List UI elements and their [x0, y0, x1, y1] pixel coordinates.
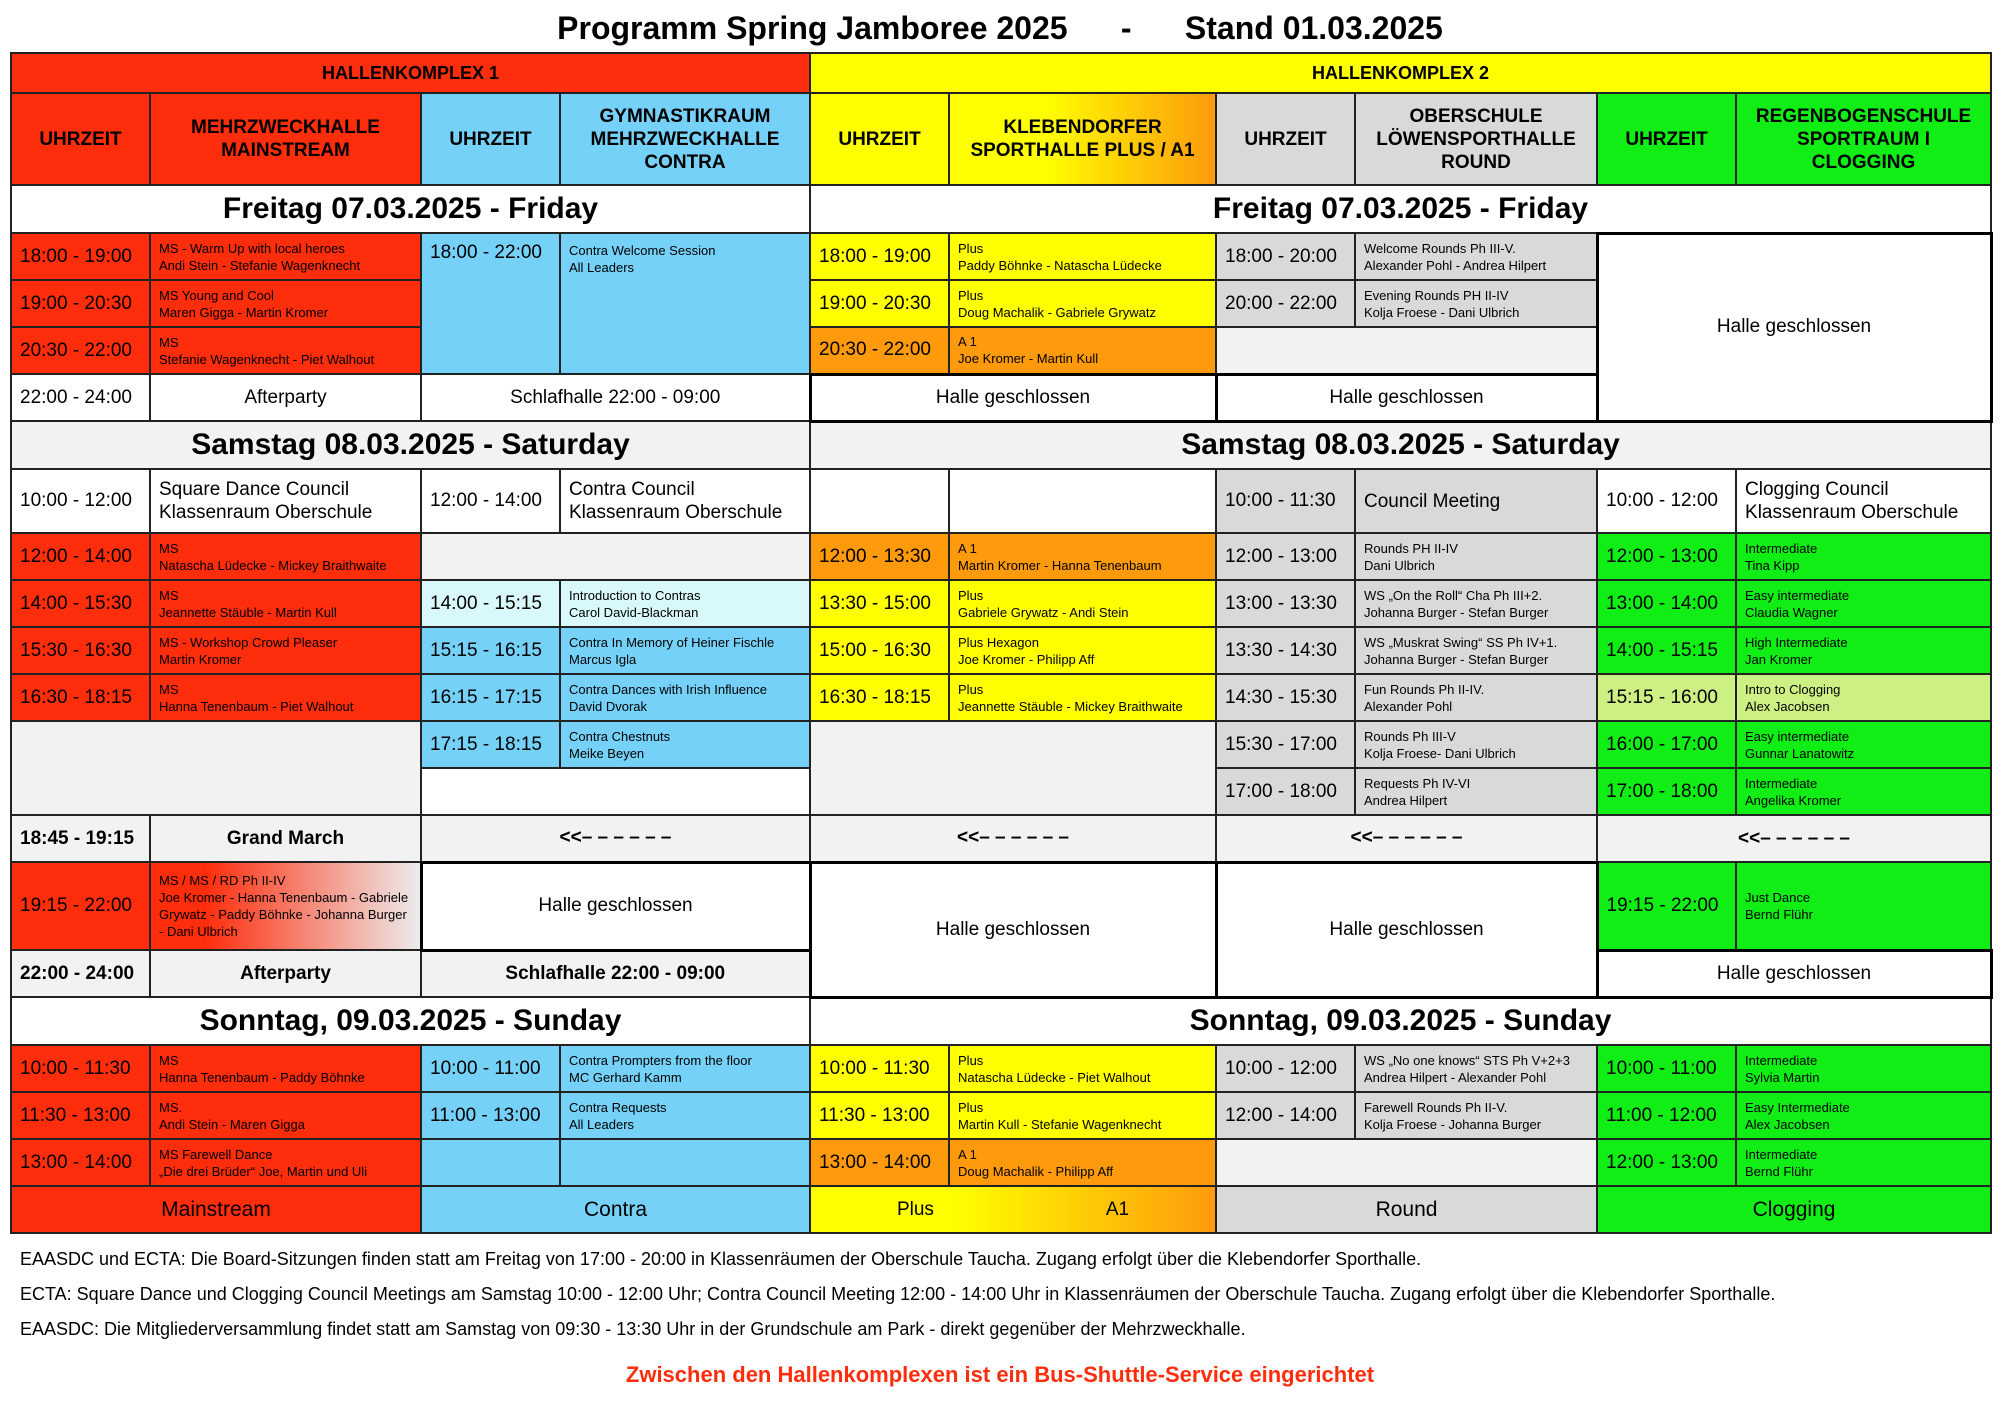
time-cell: 13:00 - 14:00 — [810, 1139, 949, 1186]
hall-complex-1: HALLENKOMPLEX 1 — [11, 53, 810, 93]
time-cell: 15:15 - 16:00 — [1597, 674, 1736, 721]
time-cell: 18:00 - 19:00 — [11, 233, 150, 280]
session-cell: Introduction to Contras Carol David-Blackman — [560, 580, 810, 627]
time-cell: 13:30 - 15:00 — [810, 580, 949, 627]
session-cell: WS „On the Roll“ Cha Ph III+2. Johanna Burger - Stefan Burger — [1355, 580, 1597, 627]
time-cell: 18:00 - 20:00 — [1216, 233, 1355, 280]
time-cell: 16:00 - 17:00 — [1597, 721, 1736, 768]
time-cell: 10:00 - 12:00 — [1597, 469, 1736, 533]
council-cell: Clogging Council Klassenraum Oberschule — [1736, 469, 1991, 533]
empty-cell — [421, 533, 810, 580]
time-cell: 20:30 - 22:00 — [11, 327, 150, 374]
empty-cell — [1216, 327, 1597, 374]
empty-cell — [1216, 1139, 1597, 1186]
session-cell: Plus Hexagon Joe Kromer - Philipp Aff — [949, 627, 1216, 674]
time-cell: 13:00 - 14:00 — [11, 1139, 150, 1186]
session-cell: Plus Paddy Böhnke - Natascha Lüdecke — [949, 233, 1216, 280]
category-clogging: Clogging — [1597, 1186, 1991, 1233]
empty-cell — [421, 768, 810, 815]
header-round: OBERSCHULE LÖWENSPORTHALLE ROUND — [1355, 93, 1597, 185]
time-cell: 15:30 - 17:00 — [1216, 721, 1355, 768]
time-cell: 16:30 - 18:15 — [11, 674, 150, 721]
empty-cell — [11, 721, 421, 815]
time-cell: 12:00 - 14:00 — [421, 469, 560, 533]
session-cell: MS - Workshop Crowd Pleaser Martin Kromer — [150, 627, 421, 674]
note-board-meetings: EAASDC und ECTA: Die Board-Sitzungen finden statt am Freitag von 17:00 - 20:00 in Klassenräumen der Oberschule Taucha. Zugang erfolgt über die Klebendorfer Sporthalle. — [20, 1249, 1422, 1269]
time-cell: 14:30 - 15:30 — [1216, 674, 1355, 721]
time-cell: 19:15 - 22:00 — [11, 862, 150, 950]
time-cell: 11:30 - 13:00 — [11, 1092, 150, 1139]
time-cell: 16:30 - 18:15 — [810, 674, 949, 721]
note-council-meetings: ECTA: Square Dance und Clogging Council Meetings am Samstag 10:00 - 12:00 Uhr; Contra Council Meeting 12:00 - 14:00 Uhr in Klassenräumen der Oberschule Taucha. Zugang erfolgt über die Klebendorfer Sporthalle. — [20, 1284, 1776, 1304]
time-cell: 12:00 - 13:30 — [810, 533, 949, 580]
session-cell: MS Jeannette Stäuble - Martin Kull — [150, 580, 421, 627]
session-cell: A 1 Joe Kromer - Martin Kull — [949, 327, 1216, 374]
session-cell: A 1 Martin Kromer - Hanna Tenenbaum — [949, 533, 1216, 580]
time-cell: 10:00 - 11:30 — [11, 1045, 150, 1092]
schedule-table — [10, 52, 1993, 1234]
note-general-assembly: EAASDC: Die Mitgliederversammlung findet statt am Samstag von 09:30 - 13:30 Uhr in der Grundschule am Park - direkt gegenüber der Mehrzweckhalle. — [20, 1319, 1246, 1339]
session-cell: Just Dance Bernd Flühr — [1736, 862, 1991, 950]
session-cell: MS Young and Cool Maren Gigga - Martin Kromer — [150, 280, 421, 327]
session-cell: Plus Martin Kull - Stefanie Wagenknecht — [949, 1092, 1216, 1139]
session-cell: Fun Rounds Ph II-IV. Alexander Pohl — [1355, 674, 1597, 721]
header-time-1: UHRZEIT — [11, 93, 150, 185]
time-cell: 17:15 - 18:15 — [421, 721, 560, 768]
category-round: Round — [1216, 1186, 1597, 1233]
time-cell: 12:00 - 14:00 — [1216, 1092, 1355, 1139]
header-time-2: UHRZEIT — [421, 93, 560, 185]
header-plus-a1: KLEBENDORFER SPORTHALLE PLUS / A1 — [949, 93, 1216, 185]
time-cell: 16:15 - 17:15 — [421, 674, 560, 721]
time-cell: 11:30 - 13:00 — [810, 1092, 949, 1139]
empty-cell — [949, 469, 1216, 533]
time-cell: 14:00 - 15:15 — [421, 580, 560, 627]
day-header-saturday-left: Samstag 08.03.2025 - Saturday — [11, 421, 810, 469]
hall-closed-cell: Halle geschlossen — [1597, 950, 1991, 997]
empty-cell — [810, 469, 949, 533]
session-cell: Easy intermediate Claudia Wagner — [1736, 580, 1991, 627]
session-cell: Contra Requests All Leaders — [560, 1092, 810, 1139]
session-cell: Rounds PH II-IV Dani Ulbrich — [1355, 533, 1597, 580]
session-cell: Plus Doug Machalik - Gabriele Grywatz — [949, 280, 1216, 327]
time-cell: 20:30 - 22:00 — [810, 327, 949, 374]
hall-closed-cell: Halle geschlossen — [810, 862, 1216, 997]
time-cell: 12:00 - 14:00 — [11, 533, 150, 580]
category-plus-a1 — [810, 1186, 1216, 1233]
day-header-friday-right: Freitag 07.03.2025 - Friday — [810, 185, 1991, 233]
session-cell: MS. Andi Stein - Maren Gigga — [150, 1092, 421, 1139]
category-a1: A1 — [1105, 1198, 1130, 1220]
sleeping-hall-cell: Schlafhalle 22:00 - 09:00 — [421, 374, 810, 421]
session-cell: Intermediate Sylvia Martin — [1736, 1045, 1991, 1092]
council-cell: Council Meeting — [1355, 469, 1597, 533]
time-cell: 10:00 - 11:00 — [421, 1045, 560, 1092]
hall-closed-cell: Halle geschlossen — [421, 862, 810, 950]
hall-closed-cell: Halle geschlossen — [1216, 374, 1597, 421]
session-cell: Intermediate Tina Kipp — [1736, 533, 1991, 580]
header-time-5: UHRZEIT — [1597, 93, 1736, 185]
time-cell: 15:00 - 16:30 — [810, 627, 949, 674]
time-cell: 22:00 - 24:00 — [11, 950, 150, 997]
time-cell: 11:00 - 13:00 — [421, 1092, 560, 1139]
time-cell: 10:00 - 11:00 — [1597, 1045, 1736, 1092]
session-cell: MS / MS / RD Ph II-IV Joe Kromer - Hanna Tenenbaum - Gabriele Grywatz - Paddy Böhnke - Johanna Burger - Dani Ulbrich — [150, 862, 421, 950]
session-cell: Intro to Clogging Alex Jacobsen — [1736, 674, 1991, 721]
day-header-sunday-right: Sonntag, 09.03.2025 - Sunday — [810, 997, 1991, 1045]
day-header-saturday-right: Samstag 08.03.2025 - Saturday — [810, 421, 1991, 469]
session-cell: Contra Welcome Session All Leaders — [560, 233, 810, 374]
session-cell: Easy Intermediate Alex Jacobsen — [1736, 1092, 1991, 1139]
session-cell: MS Stefanie Wagenknecht - Piet Walhout — [150, 327, 421, 374]
time-cell: 20:00 - 22:00 — [1216, 280, 1355, 327]
time-cell: 12:00 - 13:00 — [1597, 533, 1736, 580]
session-cell: MS Natascha Lüdecke - Mickey Braithwaite — [150, 533, 421, 580]
time-cell: 18:00 - 22:00 — [421, 233, 560, 374]
time-cell: 17:00 - 18:00 — [1216, 768, 1355, 815]
afterparty-cell: Afterparty — [150, 374, 421, 421]
session-cell: Contra Chestnuts Meike Beyen — [560, 721, 810, 768]
session-cell: Intermediate Bernd Flühr — [1736, 1139, 1991, 1186]
time-cell: 13:00 - 14:00 — [1597, 580, 1736, 627]
time-cell: 13:30 - 14:30 — [1216, 627, 1355, 674]
session-cell: Farewell Rounds Ph II-V. Kolja Froese - Johanna Burger — [1355, 1092, 1597, 1139]
time-cell: 13:00 - 13:30 — [1216, 580, 1355, 627]
time-cell: 11:00 - 12:00 — [1597, 1092, 1736, 1139]
day-header-sunday-left: Sonntag, 09.03.2025 - Sunday — [11, 997, 810, 1045]
session-cell: Contra Prompters from the floor MC Gerhard Kamm — [560, 1045, 810, 1092]
session-cell: MS Farewell Dance „Die drei Brüder“ Joe, Martin und Uli — [150, 1139, 421, 1186]
notes — [20, 1242, 1980, 1347]
empty-cell — [810, 721, 1216, 815]
session-cell: A 1 Doug Machalik - Philipp Aff — [949, 1139, 1216, 1186]
header-time-4: UHRZEIT — [1216, 93, 1355, 185]
hall-closed-cell: Halle geschlossen — [1597, 233, 1991, 421]
grand-march-cell: Grand March — [150, 815, 421, 862]
session-cell: MS Hanna Tenenbaum - Piet Walhout — [150, 674, 421, 721]
header-clogging: REGENBOGENSCHULE SPORTRAUM I CLOGGING — [1736, 93, 1991, 185]
session-cell: Requests Ph IV-VI Andrea Hilpert — [1355, 768, 1597, 815]
time-cell: 14:00 - 15:15 — [1597, 627, 1736, 674]
category-plus: Plus — [896, 1198, 934, 1220]
arrow-cell: <<– – – – – – — [810, 815, 1216, 862]
shuttle-notice: Zwischen den Hallenkomplexen ist ein Bus-Shuttle-Service eingerichtet — [625, 1362, 1375, 1387]
time-cell: 19:00 - 20:30 — [810, 280, 949, 327]
header-time-3: UHRZEIT — [810, 93, 949, 185]
session-cell: Easy intermediate Gunnar Lanatowitz — [1736, 721, 1991, 768]
session-cell: Plus Natascha Lüdecke - Piet Walhout — [949, 1045, 1216, 1092]
hall-closed-cell: Halle geschlossen — [1216, 862, 1597, 997]
time-cell: 10:00 - 11:30 — [810, 1045, 949, 1092]
time-cell: 18:45 - 19:15 — [11, 815, 150, 862]
day-header-friday-left: Freitag 07.03.2025 - Friday — [11, 185, 810, 233]
session-cell: Plus Gabriele Grywatz - Andi Stein — [949, 580, 1216, 627]
session-cell: Contra Dances with Irish Influence David Dvorak — [560, 674, 810, 721]
session-cell: Evening Rounds PH II-IV Kolja Froese - Dani Ulbrich — [1355, 280, 1597, 327]
arrow-cell: <<– – – – – – — [1597, 815, 1991, 862]
session-cell: Intermediate Angelika Kromer — [1736, 768, 1991, 815]
session-cell: Plus Jeannette Stäuble - Mickey Braithwaite — [949, 674, 1216, 721]
category-mainstream: Mainstream — [11, 1186, 421, 1233]
sleeping-hall-cell: Schlafhalle 22:00 - 09:00 — [421, 950, 810, 997]
time-cell: 15:30 - 16:30 — [11, 627, 150, 674]
time-cell: 10:00 - 12:00 — [1216, 1045, 1355, 1092]
category-contra: Contra — [421, 1186, 810, 1233]
session-cell: Welcome Rounds Ph III-V. Alexander Pohl - Andrea Hilpert — [1355, 233, 1597, 280]
arrow-cell: <<– – – – – – — [1216, 815, 1597, 862]
page-title: Programm Spring Jamboree 2025 - Stand 01.03.2025 — [557, 10, 1443, 46]
header-mainstream: MEHRZWECKHALLE MAINSTREAM — [150, 93, 421, 185]
empty-cell — [421, 1139, 560, 1186]
session-cell: WS „Muskrat Swing“ SS Ph IV+1. Johanna Burger - Stefan Burger — [1355, 627, 1597, 674]
time-cell: 19:00 - 20:30 — [11, 280, 150, 327]
time-cell: 19:15 - 22:00 — [1597, 862, 1736, 950]
time-cell: 22:00 - 24:00 — [11, 374, 150, 421]
session-cell: High Intermediate Jan Kromer — [1736, 627, 1991, 674]
time-cell: 15:15 - 16:15 — [421, 627, 560, 674]
afterparty-cell: Afterparty — [150, 950, 421, 997]
empty-cell — [560, 1139, 810, 1186]
time-cell: 12:00 - 13:00 — [1216, 533, 1355, 580]
header-contra: GYMNASTIKRAUM MEHRZWECKHALLE CONTRA — [560, 93, 810, 185]
hall-closed-cell: Halle geschlossen — [810, 374, 1216, 421]
time-cell: 12:00 - 13:00 — [1597, 1139, 1736, 1186]
time-cell: 10:00 - 11:30 — [1216, 469, 1355, 533]
hall-complex-2: HALLENKOMPLEX 2 — [810, 53, 1991, 93]
council-cell: Square Dance Council Klassenraum Oberschule — [150, 469, 421, 533]
session-cell: MS Hanna Tenenbaum - Paddy Böhnke — [150, 1045, 421, 1092]
time-cell: 14:00 - 15:30 — [11, 580, 150, 627]
session-cell: Rounds Ph III-V Kolja Froese- Dani Ulbrich — [1355, 721, 1597, 768]
time-cell: 18:00 - 19:00 — [810, 233, 949, 280]
session-cell: MS - Warm Up with local heroes Andi Stein - Stefanie Wagenknecht — [150, 233, 421, 280]
arrow-cell: <<– – – – – – — [421, 815, 810, 862]
time-cell: 17:00 - 18:00 — [1597, 768, 1736, 815]
council-cell: Contra Council Klassenraum Oberschule — [560, 469, 810, 533]
time-cell: 10:00 - 12:00 — [11, 469, 150, 533]
session-cell: Contra In Memory of Heiner Fischle Marcus Igla — [560, 627, 810, 674]
session-cell: WS „No one knows“ STS Ph V+2+3 Andrea Hilpert - Alexander Pohl — [1355, 1045, 1597, 1092]
